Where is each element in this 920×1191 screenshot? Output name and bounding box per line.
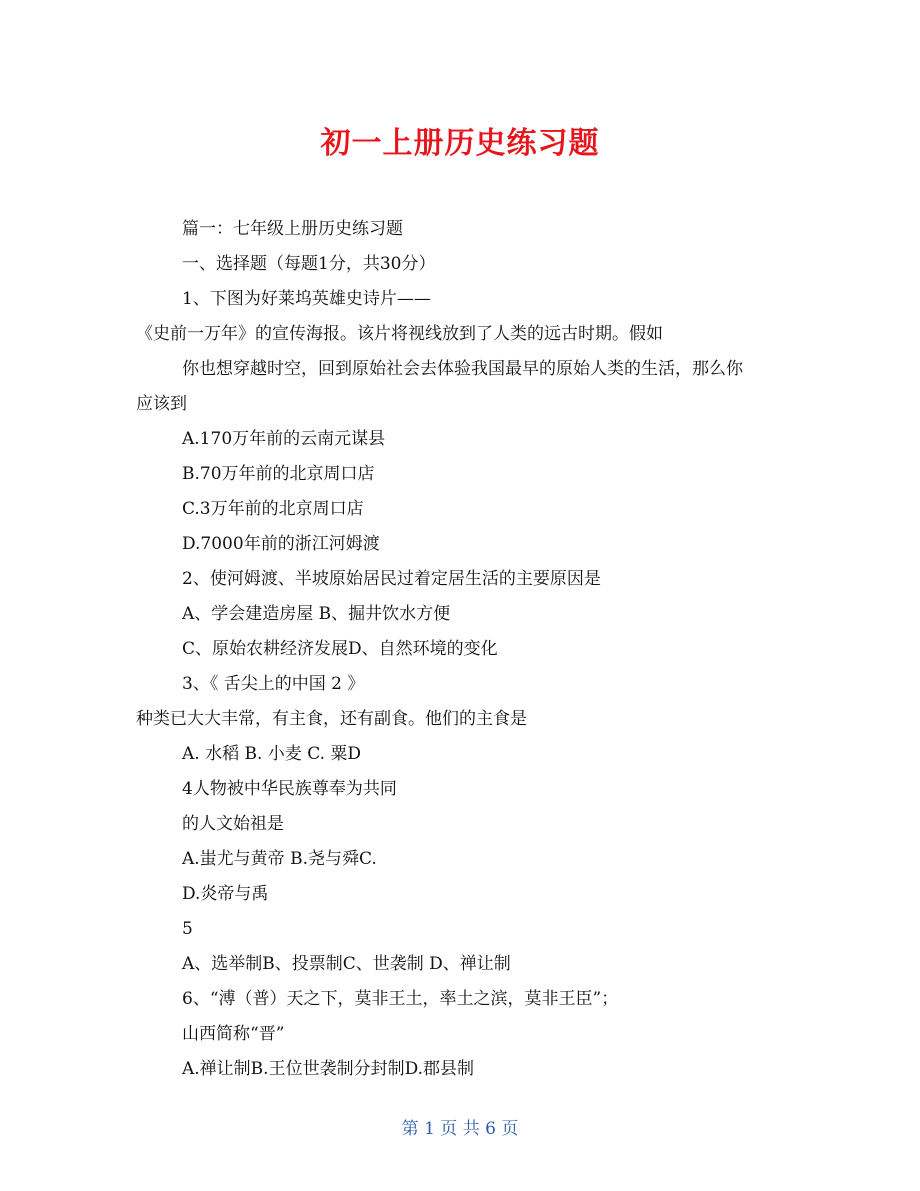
text-line: 2、使河姆渡、半坡原始居民过着定居生活的主要原因是 — [182, 569, 601, 589]
text-line: A.蚩尤与黄帝 B.尧与舜C. — [182, 849, 377, 869]
text-line: 应该到 — [136, 394, 187, 414]
text-line: 一、选择题（每题1分，共30分） — [182, 254, 436, 274]
text-line: B.70万年前的北京周口店 — [182, 464, 375, 484]
text-line: 4人物被中华民族尊奉为共同 — [182, 779, 397, 799]
text-line: 种类已大大丰常，有主食，还有副食。他们的主食是 — [136, 709, 527, 729]
text-line: 的人文始祖是 — [182, 814, 284, 834]
text-line: C、原始农耕经济发展D、自然环境的变化 — [182, 639, 498, 659]
text-line: A、学会建造房屋 B、掘井饮水方便 — [182, 604, 451, 624]
text-line: 6、“溥（普）天之下，莫非王土，率土之滨，莫非王臣”； — [182, 989, 619, 1009]
text-line: 篇一：七年级上册历史练习题 — [182, 219, 403, 239]
text-line: C.3万年前的北京周口店 — [182, 499, 364, 519]
text-line: 《史前一万年》的宣传海报。该片将视线放到了人类的远古时期。假如 — [136, 324, 663, 344]
text-line: A.170万年前的云南元谋县 — [182, 429, 386, 449]
text-line: 3、《 舌尖上的中国 2 》 — [182, 674, 365, 694]
text-line: D.7000年前的浙江河姆渡 — [182, 534, 380, 554]
text-line: 山西简称“晋” — [182, 1024, 285, 1044]
text-line: A、选举制B、投票制C、世袭制 D、禅让制 — [182, 954, 511, 974]
document-title: 初一上册历史练习题 — [320, 126, 600, 161]
text-line: 5 — [182, 919, 193, 939]
page-number-footer: 第 1 页 共 6 页 — [401, 1119, 519, 1139]
text-line: A. 水稻 B. 小麦 C. 粟D — [182, 744, 362, 764]
text-line: 1、下图为好莱坞英雄史诗片—— — [182, 289, 431, 309]
text-line: 你也想穿越时空，回到原始社会去体验我国最早的原始人类的生活，那么你 — [182, 359, 743, 379]
text-line: D.炎帝与禹 — [182, 884, 269, 904]
text-line: A.禅让制B.王位世袭制分封制D.郡县制 — [182, 1059, 475, 1079]
